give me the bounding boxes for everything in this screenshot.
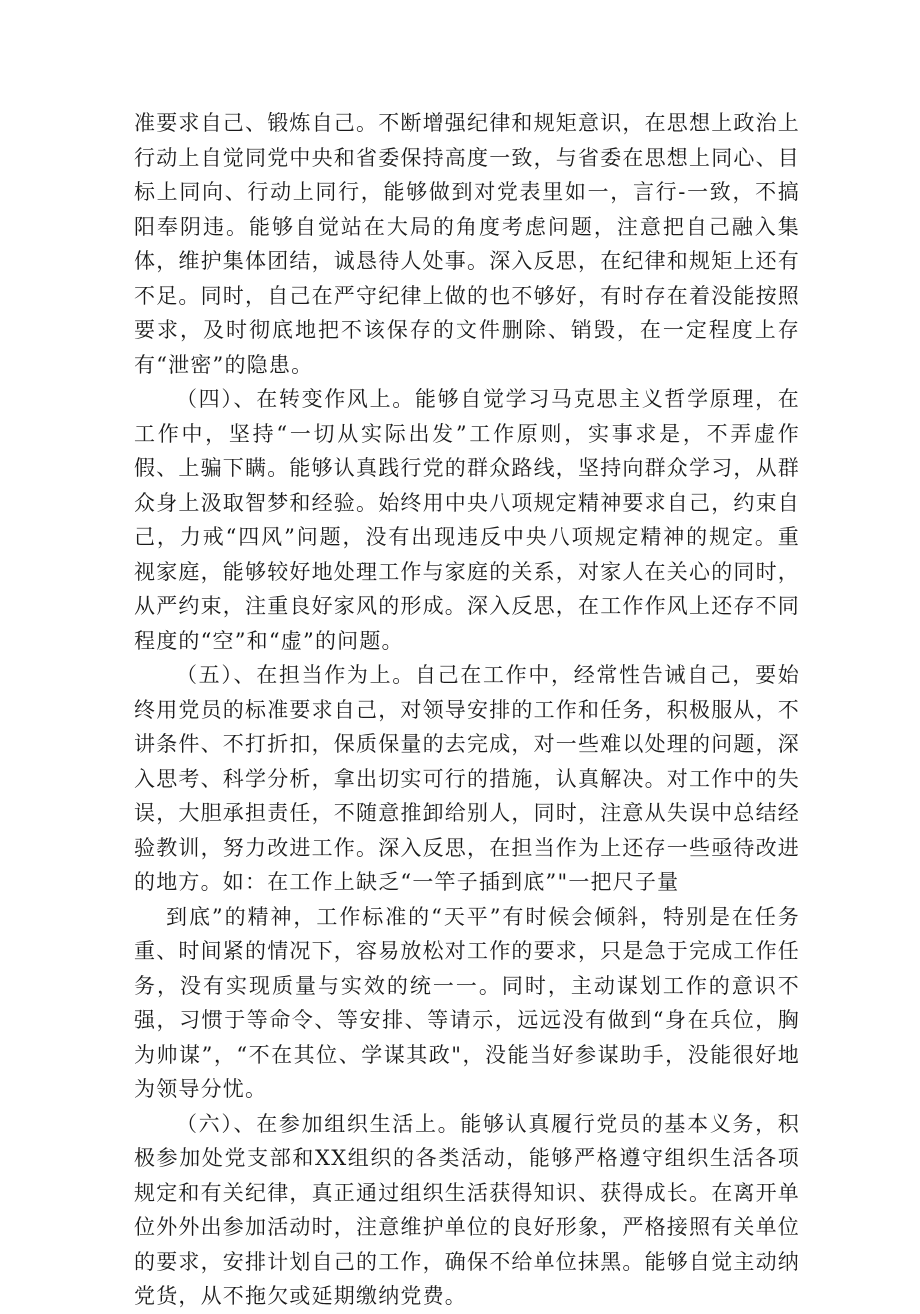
paragraph-responsibility: （五）、在担当作为上。自己在工作中，经常性告诫自己，要始终用党员的标准要求自己，对领导安排的工作和任务，积极服从，不讲条件、不打折扣，保质保量的去完成，对一些难以处理的问题，深入思考、科学分析，拿出切实可行的措施，认真解决。对工作中的失误，大胆承担责任，不随意推卸给别人，同时，注意从失误中总结经验教训，努力改进工作。深入反思，在担当作为上还存一些亟待改进的地方。如：在工作上缺乏“一竿子插到底”"一把尺子量 [134, 663, 800, 894]
paragraph-organization-life: （六）、在参加组织生活上。能够认真履行党员的基本义务，积极参加处党支部和XX组织的各类活动，能够严格遵守组织生活各项规定和有关纪律，真正通过组织生活获得知识、获得成长。在离开单位外外出参加活动时，注意维护单位的良好形象，严格接照有关单位的要求，安排计划自己的工作，确保不给单位抹黑。能够自觉主动纳党货，从不拖欠或延期缴纳党费。 [134, 1111, 800, 1308]
paragraph-work-style: （四）、在转变作风上。能够自觉学习马克思主义哲学原理，在工作中，坚持“一切从实际出发”工作原则，实事求是，不弄虚作假、上骗下瞒。能够认真践行党的群众路线，坚持向群众学习，从群众身上汲取智梦和经验。始终用中央八项规定精神要求自己，约束自己，力戒“四风”问题，没有出现违反中央八项规定精神的规定。重视家庭，能够较好地处理工作与家庭的关系，对家人在关心的同时，从严约束，注重良好家风的形成。深入反思，在工作作风上还存不同程度的“空”和“虚”的问题。 [134, 387, 800, 653]
paragraph-responsibility-continued: 到底”的精神，工作标准的“天平”有时候会倾斜，特别是在任务重、时间紧的情况下，容易放松对工作的要求，只是急于完成工作任务，没有实现质量与实效的统一一。同时，主动谋划工作的意识不强，习惯于等命令、等安排、等请示，远远没有做到“身在兵位，胸为帅谋”，“不在其位、学谋其政"，没能当好参谋助手，没能很好地为领导分忧。 [134, 904, 800, 1101]
paragraph-discipline: 准要求自己、锻炼自己。不断增强纪律和规矩意识，在思想上政治上行动上自觉同党中央和省委保持高度一致，与省委在思想上同心、目标上同向、行动上同行，能够做到对党表里如一，言行-一致，不搞阳奉阴违。能够自觉站在大局的角度考虑问题，注意把自己融入集体，维护集体团结，诚恳待人处事。深入反思，在纪律和规矩上还有不足。同时，自己在严守纪律上做的也不够好，有时存在着没能按照要求，及时彻底地把不该保存的文件删除、销毁，在一定程度上存有“泄密”的隐患。 [134, 111, 800, 377]
document-body [134, 106, 800, 1314]
